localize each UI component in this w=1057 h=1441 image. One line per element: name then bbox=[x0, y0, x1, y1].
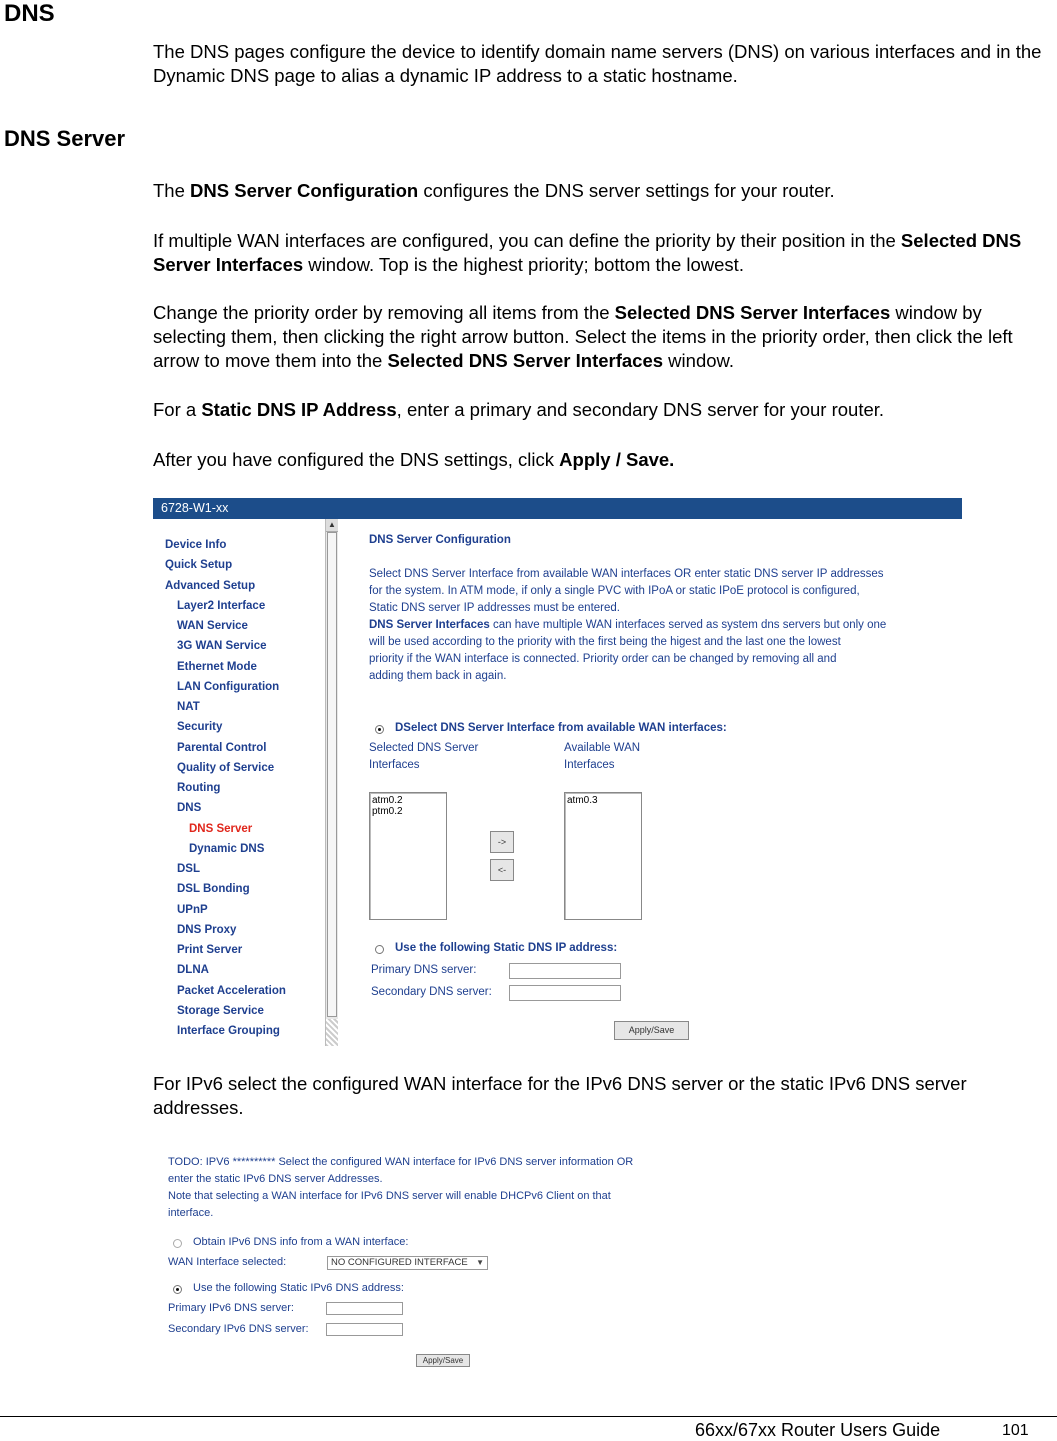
list-item[interactable]: atm0.2 bbox=[372, 795, 403, 806]
secondary-dns-input[interactable] bbox=[509, 985, 621, 1001]
radio-ipv6-static-label: Use the following Static IPv6 DNS address: bbox=[193, 1282, 404, 1294]
nav-3g-wan-service[interactable]: 3G WAN Service bbox=[177, 640, 267, 652]
desc-line-1: Select DNS Server Interface from available WAN interfaces OR enter static DNS server IP addresses bbox=[369, 568, 884, 580]
primary-ipv6-label: Primary IPv6 DNS server: bbox=[168, 1302, 294, 1314]
p1-text-end: configures the DNS server settings for your router. bbox=[418, 180, 835, 201]
nav-advanced-setup[interactable]: Advanced Setup bbox=[165, 580, 256, 592]
radio-select-wan-dns[interactable] bbox=[375, 725, 384, 734]
page-title: DNS bbox=[4, 0, 55, 27]
nav-print-server[interactable]: Print Server bbox=[177, 944, 243, 956]
paragraph-1 bbox=[153, 179, 1043, 203]
nav-ethernet-mode[interactable]: Ethernet Mode bbox=[177, 661, 257, 673]
paragraph-3 bbox=[153, 301, 1043, 373]
primary-dns-label: Primary DNS server: bbox=[371, 964, 477, 976]
secondary-ipv6-label: Secondary IPv6 DNS server: bbox=[168, 1323, 309, 1335]
p4-text: For a bbox=[153, 399, 202, 420]
nav-parental-control[interactable]: Parental Control bbox=[177, 742, 267, 754]
p3-bold-2: Selected DNS Server Interfaces bbox=[387, 350, 664, 371]
move-left-button[interactable]: <- bbox=[490, 859, 514, 881]
config-heading-text: DNS Server Configuration bbox=[369, 534, 511, 546]
desc-line-6: priority if the WAN interface is connected. Priority order can be changed by removing all and bbox=[369, 653, 837, 665]
p3-text-mid: window by selecting them, then clicking the right arrow button. Select the items in the priority order, then click the left arrow to move them into the bbox=[153, 302, 1013, 371]
nav-device-info[interactable]: Device Info bbox=[165, 539, 227, 551]
available-list-label-1: Available WAN bbox=[564, 742, 641, 754]
dns-server-screenshot bbox=[153, 498, 962, 1046]
nav-routing[interactable]: Routing bbox=[177, 782, 221, 794]
sidebar-scrollbar[interactable] bbox=[325, 519, 338, 1046]
footer-divider bbox=[0, 1416, 1057, 1417]
radio-static-dns-label-text: Use the following Static DNS IP address: bbox=[395, 942, 618, 954]
sidebar-nav bbox=[153, 519, 325, 1046]
apply-save-button[interactable]: Apply/Save bbox=[614, 1021, 689, 1040]
p3-bold: Selected DNS Server Interfaces bbox=[614, 302, 891, 323]
radio-ipv6-static[interactable] bbox=[173, 1285, 182, 1294]
wan-interface-select[interactable] bbox=[327, 1256, 488, 1270]
radio-static-dns-label bbox=[395, 942, 617, 954]
nav-storage-service[interactable]: Storage Service bbox=[177, 1005, 264, 1017]
nav-quick-setup[interactable]: Quick Setup bbox=[165, 559, 233, 571]
paragraph-4 bbox=[153, 398, 1043, 422]
radio-ipv6-wan-label: Obtain IPv6 DNS info from a WAN interface: bbox=[193, 1236, 409, 1248]
move-right-button[interactable]: -> bbox=[490, 831, 514, 853]
desc-line-3: Static DNS server IP addresses must be entered. bbox=[369, 602, 620, 614]
p4-bold: Static DNS IP Address bbox=[201, 399, 397, 420]
todo-line-4: interface. bbox=[168, 1207, 214, 1219]
p5-bold: Apply / Save. bbox=[559, 449, 675, 470]
ipv6-apply-save-button[interactable]: Apply/Save bbox=[416, 1354, 470, 1367]
wan-selected-label: WAN Interface selected: bbox=[168, 1256, 287, 1268]
window-titlebar: 6728-W1-xx bbox=[153, 498, 962, 519]
paragraph-2 bbox=[153, 229, 1043, 277]
selected-list-label-2: Interfaces bbox=[369, 759, 420, 771]
nav-dlna[interactable]: DLNA bbox=[177, 964, 209, 976]
radio-select-wan-label bbox=[395, 722, 727, 734]
nav-dynamic-dns[interactable]: Dynamic DNS bbox=[189, 843, 265, 855]
radio-static-dns[interactable] bbox=[375, 945, 384, 954]
selected-list-label-1: Selected DNS Server bbox=[369, 742, 479, 754]
p3-text: Change the priority order by removing all items from the bbox=[153, 302, 615, 323]
nav-dns-server[interactable]: DNS Server bbox=[189, 823, 253, 835]
desc-line-4-bold: DNS Server Interfaces bbox=[369, 619, 490, 631]
scrollbar-thumb[interactable] bbox=[327, 532, 337, 1017]
nav-nat[interactable]: NAT bbox=[177, 701, 200, 713]
list-item[interactable]: atm0.3 bbox=[567, 795, 598, 806]
nav-lan-configuration[interactable]: LAN Configuration bbox=[177, 681, 280, 693]
todo-line-3: Note that selecting a WAN interface for IPv6 DNS server will enable DHCPv6 Client on that bbox=[168, 1190, 611, 1202]
p4-text-end: , enter a primary and secondary DNS server for your router. bbox=[396, 399, 885, 420]
config-heading bbox=[369, 534, 511, 546]
p5-text: After you have configured the DNS settings, click bbox=[153, 449, 560, 470]
section-title: DNS Server bbox=[4, 126, 126, 151]
radio-ipv6-wan[interactable] bbox=[173, 1239, 182, 1248]
list-item[interactable]: ptm0.2 bbox=[372, 806, 403, 817]
nav-upnp[interactable]: UPnP bbox=[177, 904, 208, 916]
wan-interface-value: NO CONFIGURED INTERFACE bbox=[331, 1257, 468, 1268]
footer-page-number: 101 bbox=[1002, 1422, 1029, 1439]
nav-dns-proxy[interactable]: DNS Proxy bbox=[177, 924, 237, 936]
footer-guide-title: 66xx/67xx Router Users Guide bbox=[695, 1420, 941, 1440]
nav-wan-service[interactable]: WAN Service bbox=[177, 620, 248, 632]
desc-line-7: adding them back in again. bbox=[369, 670, 507, 682]
chevron-down-icon: ▼ bbox=[476, 1258, 484, 1267]
secondary-dns-label: Secondary DNS server: bbox=[371, 986, 492, 998]
nav-security[interactable]: Security bbox=[177, 721, 223, 733]
p3-text-end: window. bbox=[663, 350, 735, 371]
intro-paragraph: The DNS pages configure the device to identify domain name servers (DNS) on various interfaces and in the Dynamic DNS page to alias a dynamic IP address to a static hostname. bbox=[153, 41, 1042, 86]
ipv6-dns-screenshot bbox=[153, 1150, 713, 1370]
todo-line-1: TODO: IPV6 ********** Select the configured WAN interface for IPv6 DNS server information OR bbox=[168, 1156, 634, 1168]
desc-line-4 bbox=[369, 619, 886, 631]
nav-interface-grouping[interactable]: Interface Grouping bbox=[177, 1025, 280, 1037]
todo-line-2: enter the static IPv6 DNS server Addresses. bbox=[168, 1173, 383, 1185]
primary-ipv6-input[interactable] bbox=[326, 1302, 403, 1315]
nav-dns[interactable]: DNS bbox=[177, 802, 202, 814]
available-list-label-2: Interfaces bbox=[564, 759, 615, 771]
nav-layer2-interface[interactable]: Layer2 Interface bbox=[177, 600, 266, 612]
secondary-ipv6-input[interactable] bbox=[326, 1323, 403, 1336]
p2-bold: Selected DNS Server Interfaces bbox=[153, 230, 1022, 275]
primary-dns-input[interactable] bbox=[509, 963, 621, 979]
nav-quality-of-service[interactable]: Quality of Service bbox=[177, 762, 275, 774]
selected-dns-listbox[interactable] bbox=[369, 792, 447, 920]
p1-bold: DNS Server Configuration bbox=[190, 180, 419, 201]
available-wan-listbox[interactable] bbox=[564, 792, 642, 920]
paragraph-5 bbox=[153, 448, 1043, 472]
nav-packet-acceleration[interactable]: Packet Acceleration bbox=[177, 985, 286, 997]
desc-line-4-rest: can have multiple WAN interfaces served as system dns servers but only one bbox=[489, 619, 887, 631]
scroll-up-icon[interactable]: ▲ bbox=[326, 519, 338, 532]
p2-text-end: window. Top is the highest priority; bottom the lowest. bbox=[303, 254, 744, 275]
radio-select-wan-label-text: DSelect DNS Server Interface from available WAN interfaces: bbox=[395, 722, 727, 734]
desc-line-5: will be used according to the priority with the first being the higest and the last one the lowest bbox=[369, 636, 841, 648]
nav-dsl[interactable]: DSL bbox=[177, 863, 200, 875]
p2-text: If multiple WAN interfaces are configured, you can define the priority by their position in the bbox=[153, 230, 901, 251]
nav-dsl-bonding[interactable]: DSL Bonding bbox=[177, 883, 250, 895]
p1-text: The bbox=[153, 180, 191, 201]
paragraph-6: For IPv6 select the configured WAN interface for the IPv6 DNS server or the static IPv6 DNS server addresses. bbox=[153, 1073, 967, 1118]
scrollbar-track bbox=[326, 1019, 338, 1046]
desc-line-2: for the system. In ATM mode, if only a single PVC with IPoA or static IPoE protocol is configured, bbox=[369, 585, 860, 597]
